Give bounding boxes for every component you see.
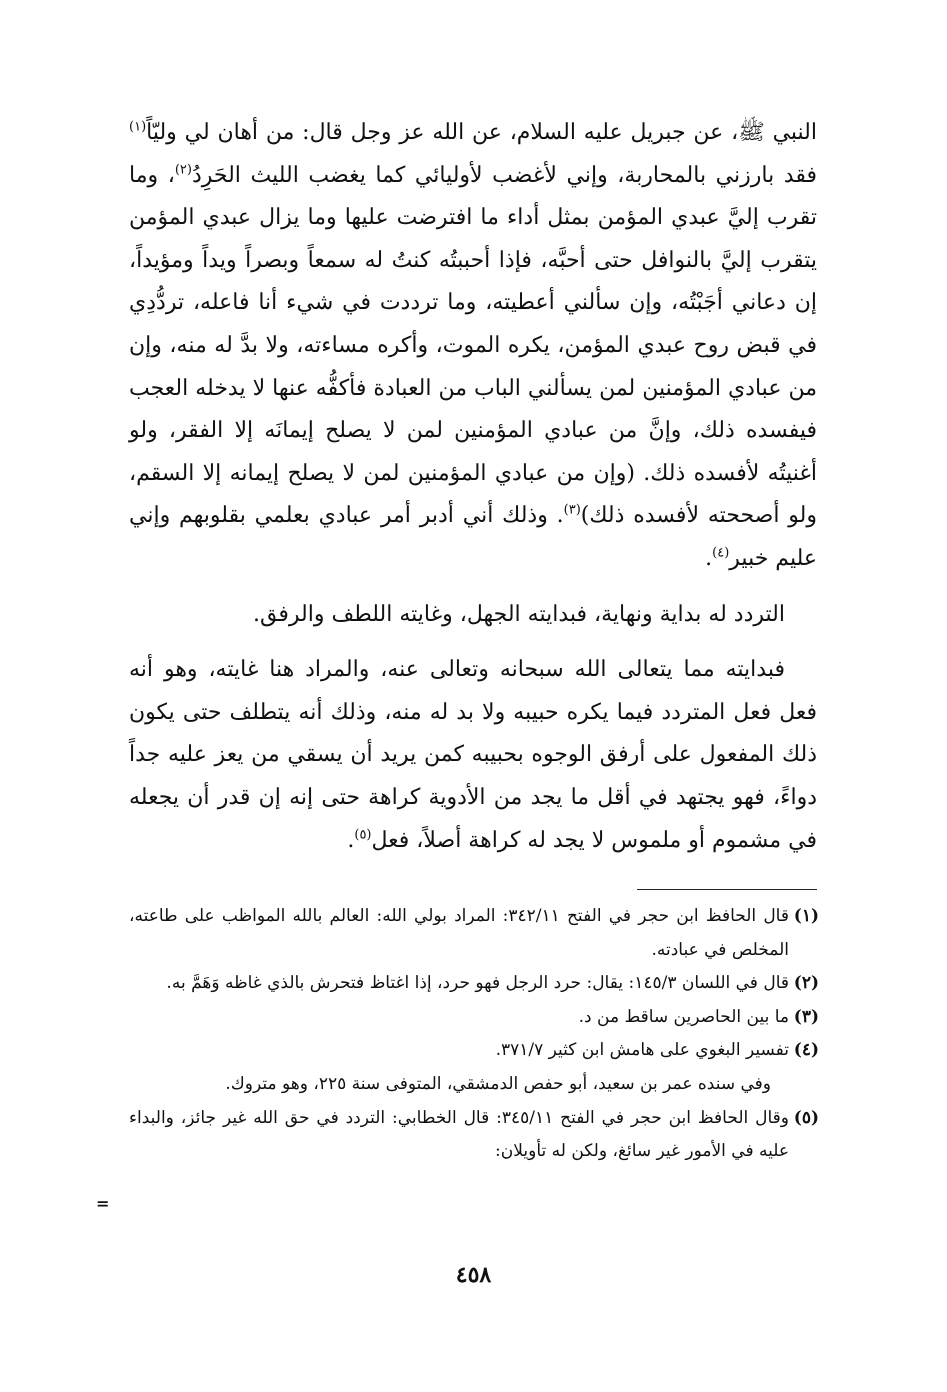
- footnote-number: (٤): [793, 1040, 819, 1061]
- main-text: [129, 112, 817, 862]
- footnote-number: (١): [793, 906, 819, 926]
- footnote-separator: [637, 889, 817, 890]
- footnote-4-continuation: [129, 1068, 819, 1102]
- footnote-ref-5: (٥): [354, 827, 372, 843]
- continuation-mark: =: [96, 1194, 110, 1213]
- hadith-text-cont-2: ، وما تقرب إليَّ عبدي المؤمن بمثل أداء ما افترضت عليها وما يزال عبدي المؤمن يتقرب إليَّ بالنوافل حتى أحبَّه، فإذا أحببتُه كنتُ له سمعاً وبصراً ويداً ومؤيداً، إن دعاني أجَبْتُه، وإن سألني أعطيته، وما ترددت في شيء أنا فاعله، تردُّدِي في قبض روح عبدي المؤمن، يكره الموت، وأكره مساءته، ولا بدَّ له منه، وإن من عبادي المؤمنين لمن يسألني الباب من العبادة فأكفُّه عنها لا يدخله العجب فيفسده ذلك، وإنَّ من عبادي المؤمنين لمن لا يصلح إيمانَه إلا الفقر، ولو أغنيتُه لأفسده ذلك. (وإن من عبادي المؤمنين لمن لا يصلح إيمانه إلا السقم، ولو أصححته لأفسده ذلك): [129, 162, 817, 529]
- footnote-ref-4: (٤): [712, 545, 730, 561]
- footnote-text: ما بين الحاصرين ساقط من د.: [578, 1006, 789, 1027]
- paragraph-bidayah: [129, 649, 817, 862]
- footnote-2: [129, 967, 819, 1001]
- footnote-text: وفي سنده عمر بن سعيد، أبو حفص الدمشقي، المتوفى سنة ٢٢٥، وهو متروك.: [225, 1073, 771, 1094]
- paragraph-tardud: التردد له بداية ونهاية، فبدايته الجهل، وغايته اللطف والرفق.: [253, 601, 785, 627]
- footnote-number: (٢): [793, 973, 819, 994]
- hadith-end: .: [705, 545, 713, 571]
- footnote-text: وقال الحافظ ابن حجر في الفتح ٣٤٥/١١: قال الخطابي: التردد في حق الله غير جائز، والبداء عليه في الأمور غير سائغ، ولكن له تأويلان:: [129, 1107, 789, 1162]
- footnote-ref-1: (١): [129, 119, 147, 135]
- page-number: ٤٥٨: [455, 1262, 492, 1288]
- footnote-3: [129, 1001, 819, 1035]
- footnotes: [129, 900, 819, 1169]
- hadith-paragraph: [129, 112, 817, 581]
- footnote-text: قال في اللسان ١٤٥/٣: يقال: حرد الرجل فهو حرد، إذا اغتاظ فتحرش بالذي غاظه وَهَمَّ به.: [166, 973, 789, 994]
- hadith-text-cont-1: فقد بارزني بالمحاربة، وإني لأغضب لأوليائي كما يغضب الليث الحَرِدُ: [191, 162, 817, 188]
- footnote-4: [129, 1034, 819, 1068]
- hadith-text-cont-3: . وذلك أني أدبر أمر عبادي بعلمي بقلوبهم وإني عليم خبير: [129, 503, 817, 571]
- footnote-number: (٥): [793, 1107, 819, 1128]
- bidayah-end: .: [347, 827, 355, 853]
- footnote-5: [129, 1102, 819, 1169]
- footnote-number: (٣): [793, 1006, 819, 1027]
- footnote-text: قال الحافظ ابن حجر في الفتح ٣٤٢/١١: المراد بولي الله: العالم بالله المواظب على طاعته، المخلص في عبادته.: [129, 906, 789, 960]
- footnote-ref-2: (٢): [174, 162, 192, 178]
- footnote-ref-3: (٣): [563, 503, 581, 519]
- footnote-text: تفسير البغوي على هامش ابن كثير ٣٧١/٧.: [495, 1040, 789, 1061]
- hadith-text: النبي ﷺ، عن جبريل عليه السلام، عن الله عز وجل قال: من أهان لي وليّاً: [146, 120, 817, 145]
- bidayah-text: فبدايته مما يتعالى الله سبحانه وتعالى عنه، والمراد هنا غايته، وهو أنه فعل فعل المتردد فيما يكره حبيبه ولا بد له منه، وذلك أنه يتطلف حتى يكون ذلك المفعول على أرفق الوجوه بحبيبه كمن يريد أن يسقي من يعز عليه جداً دواءً، فهو يجتهد في أقل ما يجد من الأدوية كراهة حتى إنه إن قدر أن يجعله في مشموم أو ملموس لا يجد له كراهة أصلاً، فعل: [129, 657, 817, 853]
- footnote-1: [129, 900, 819, 967]
